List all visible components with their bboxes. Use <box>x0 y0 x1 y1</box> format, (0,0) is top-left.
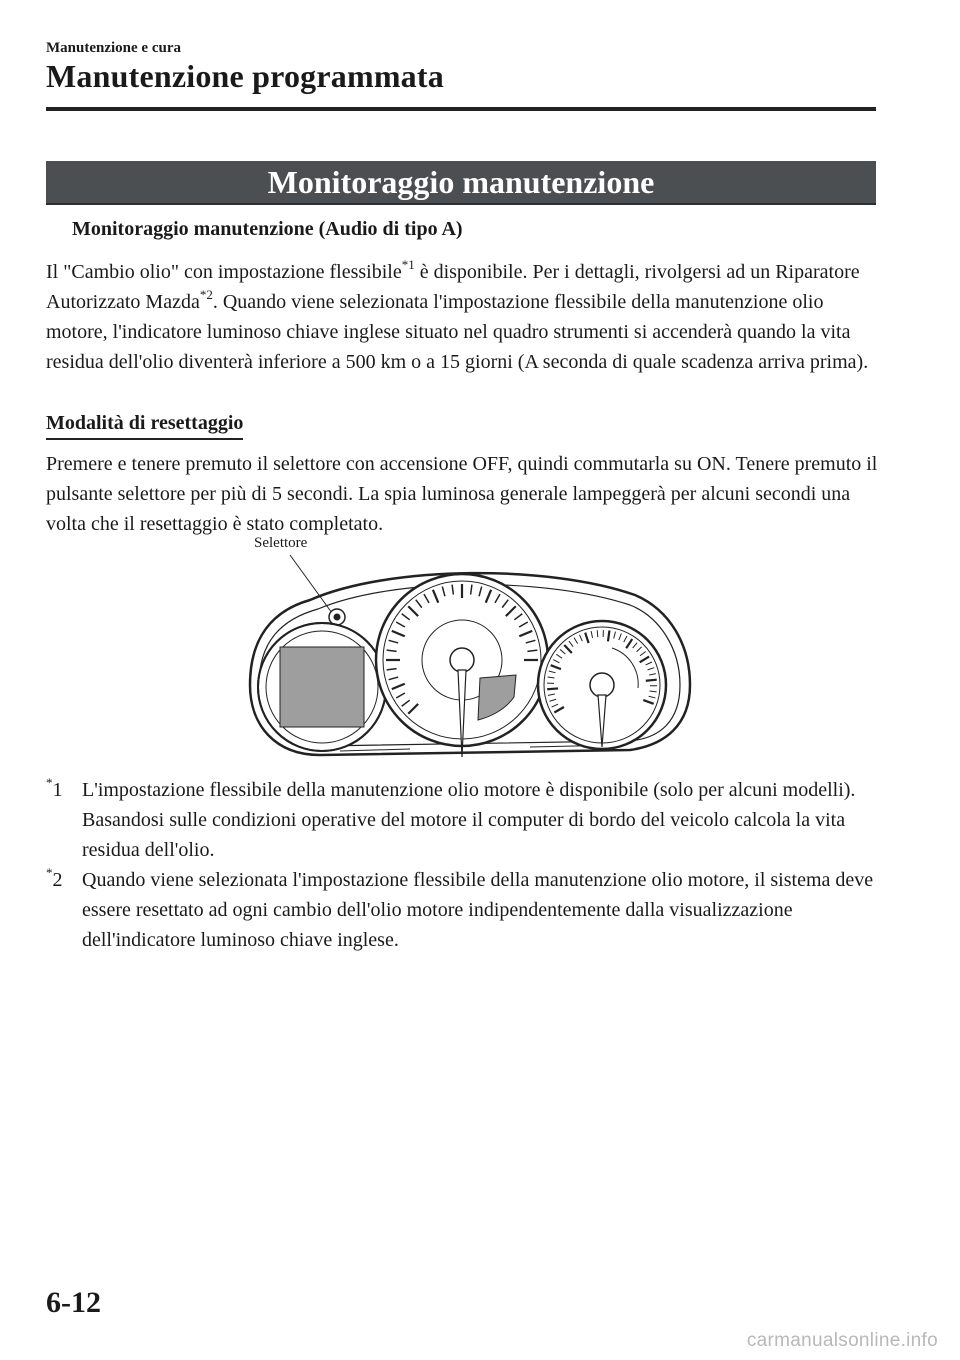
reset-heading: Modalità di resettaggio <box>46 412 243 440</box>
title-rule <box>46 107 876 111</box>
page-title: Manutenzione programmata <box>46 58 444 94</box>
intro-text-a: Il "Cambio olio" con impostazione flessibile <box>46 261 402 283</box>
page-number: 6-12 <box>46 1286 101 1319</box>
footnote-1 <box>46 775 886 865</box>
footnote-marker: *1 <box>46 775 63 801</box>
figure-label-selettore: Selettore <box>254 535 308 551</box>
gauge-tick <box>646 680 657 681</box>
intro-text-c: . Quando viene selezionata l'impostazione flessibile della manutenzione olio motore, l'indicatore luminoso chiave inglese situato nel quadro strumenti si accenderà quando la vita residua dell'olio diventerà inferiore a 500 km o a 15 giorni (A seconda di quale scadenza arriva prima). <box>46 291 869 373</box>
running-head: Manutenzione e cura <box>46 40 181 56</box>
reset-paragraph: Premere e tenere premuto il selettore con accensione OFF, quindi commutarla su ON. Tenere premuto il pulsante selettore per più di 5 secondi. La spia luminosa generale lampeggerà per alcuni secondi una volta che il resettaggio è stato completato. <box>46 453 878 535</box>
selector-knob[interactable] <box>329 609 345 625</box>
left-display <box>258 623 386 751</box>
section-subtitle: Monitoraggio manutenzione (Audio di tipo A) <box>72 218 463 240</box>
footnote-text: L'impostazione flessibile della manutenzione olio motore è disponibile (solo per alcuni modelli). Basandosi sulle condizioni operative del motore il computer di bordo del veicolo calcola la vita residua dell'olio. <box>82 779 856 861</box>
footnotes <box>46 775 886 955</box>
footnote-marker: *2 <box>46 865 63 891</box>
instrument-cluster-illustration <box>240 525 700 780</box>
instrument-cluster-figure <box>240 525 700 780</box>
gauge-tick <box>547 688 558 689</box>
section-banner: Monitoraggio manutenzione <box>46 161 876 205</box>
intro-text-b: è disponibile. Per i dettagli, rivolgersi ad un Riparatore Autorizzato Mazda <box>46 261 860 313</box>
footnote-ref-1: *1 <box>401 257 415 273</box>
gauge-tick <box>608 631 609 642</box>
footnote-text: Quando viene selezionata l'impostazione flessibile della manutenzione olio motore, il sistema deve essere resettato ad ogni cambio dell'olio motore indipendentemente dalla visualizzazione dell'indicatore luminoso chiave inglese. <box>82 869 874 951</box>
speedometer-gauge <box>538 621 666 749</box>
footnote-2 <box>46 865 886 955</box>
gauge-tick <box>597 630 598 637</box>
tachometer-gauge <box>376 574 548 757</box>
watermark: carmanualsonline.info <box>746 1330 938 1351</box>
footnote-ref-2: *2 <box>199 287 213 303</box>
intro-paragraph <box>46 257 881 377</box>
